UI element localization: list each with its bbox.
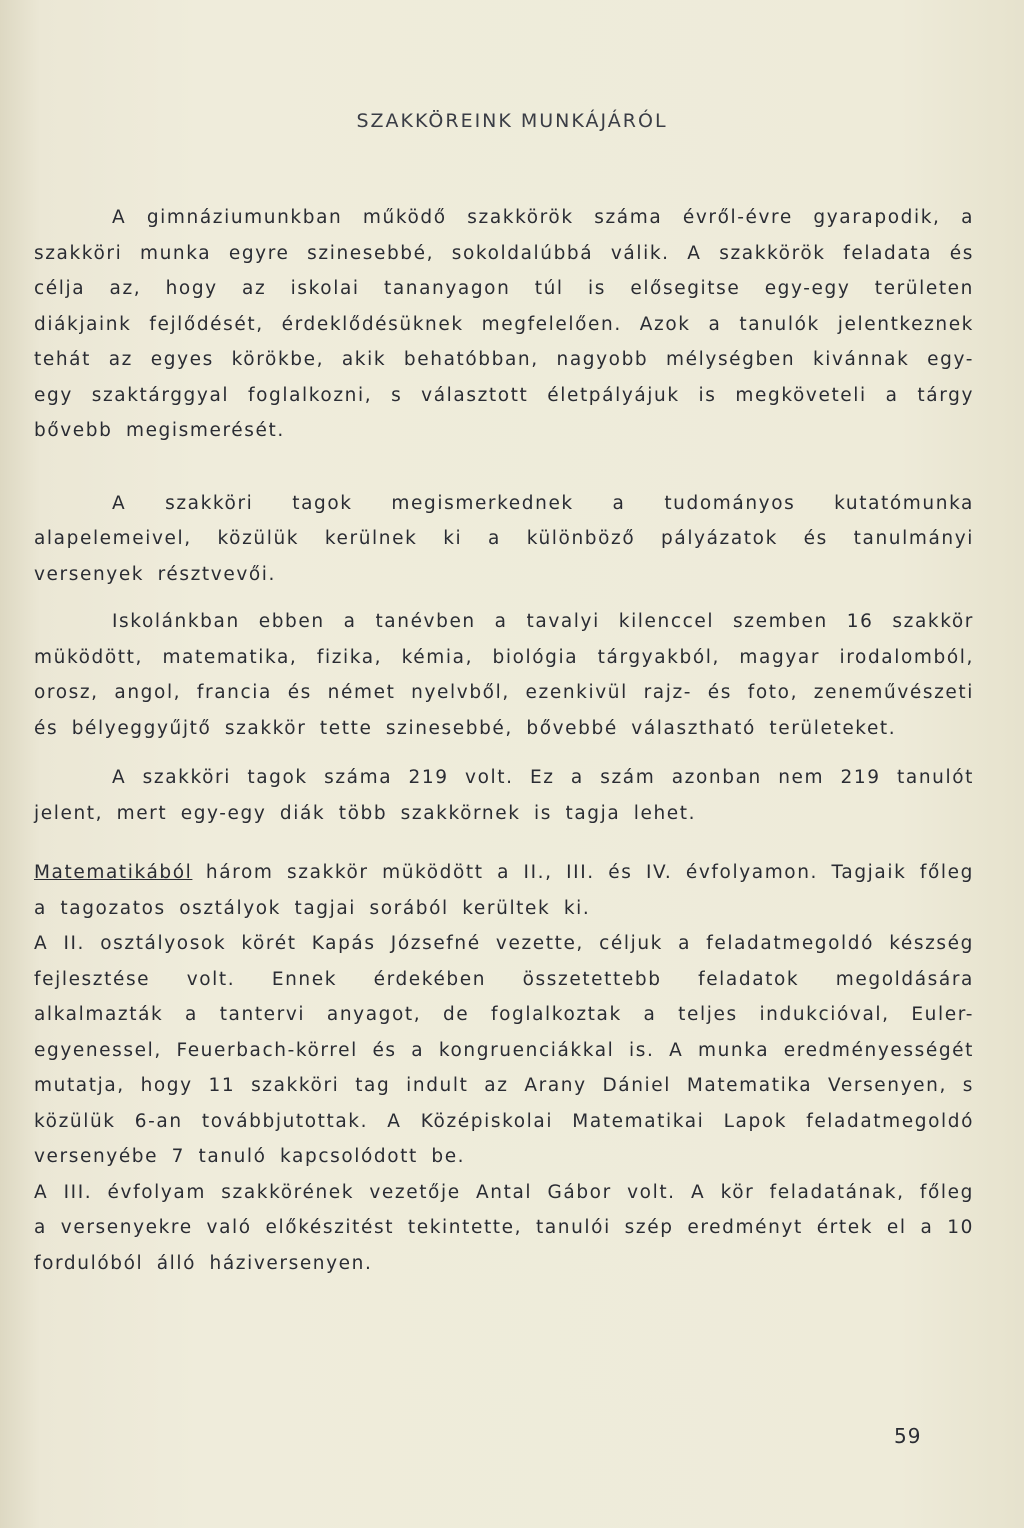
paragraph-math-class-2: A II. osztályosok körét Kapás Józsefné vezette, céljuk a feladatmegoldó készség fejlesztése volt. Ennek érdekében összetettebb feladatok megoldására alkalmazták a tantervi anyagot, de foglalkoztak a teljes indukcióval, Euler-egyenessel, Feuerbach-körrel és a kongruenciákkal is. A munka eredményességét mutatja, hogy 11 szakköri tag indult az Arany Dániel Matematika Versenyen, s közülük 6-an továbbjutottak. A Középiskolai Matematikai Lapok feladatmegoldó versenyébe 7 tanuló kapcsolódott be. xyxy=(34,933,974,1167)
paragraph-math-class-3: A III. évfolyam szakkörének vezetője Antal Gábor volt. A kör feladatának, főleg a versenyekre való előkészitést tekintette, tanulói szép eredményt értek el a 10 fordulóból álló háziversenyen. xyxy=(34,1181,974,1274)
paragraph-member-total: A szakköri tagok száma 219 volt. Ez a szám azonban nem 219 tanulót jelent, mert egy-egy diák több szakkörnek is tagja lehet. xyxy=(34,767,974,824)
paragraph-members: A szakköri tagok megismerkednek a tudományos kutatómunka alapelemeivel, közülük kerülnek ki a különböző pályázatok és tanulmányi versenyek résztvevői. xyxy=(34,492,974,585)
math-intro-text: három szakkör müködött a II., III. és IV. évfolyamon. Tagjaik főleg a tagozatos osztályok tagjai sorából kerültek ki. xyxy=(34,862,974,919)
page-number: 59 xyxy=(894,1424,922,1448)
paragraph-circles-count: Iskolánkban ebben a tanévben a tavalyi kilenccel szemben 16 szakkör müködött, matematika, fizika, kémia, biológia tárgyakból, magyar irodalomból, orosz, angol, francia és német nyelvből, ezenkivül rajz- és foto, zeneművészeti és bélyeggyűjtő szakkör tette szinesebbé, bővebbé választható területeket. xyxy=(34,611,974,739)
page-title: SZAKKÖREINK MUNKÁJÁRÓL xyxy=(356,110,668,132)
math-heading: Matematikából xyxy=(34,862,193,883)
document-body xyxy=(34,200,974,1281)
paragraph-intro: A gimnáziumunkban működő szakkörök száma évről-évre gyarapodik, a szakköri munka egyre szinesebbé, sokoldalúbbá válik. A szakkörök feladata és célja az, hogy az iskolai tananyagon túl is elősegitse egy-egy területen diákjaink fejlődését, érdeklődésüknek megfelelően. Azok a tanulók jelentkeznek tehát az egyes körökbe, akik behatóbban, nagyobb mélységben kivánnak egy-egy szaktárggyal foglalkozni, s választott életpályájuk is megköveteli a tárgy bővebb megismerését. xyxy=(34,207,974,441)
paragraph-math-intro xyxy=(34,855,974,926)
